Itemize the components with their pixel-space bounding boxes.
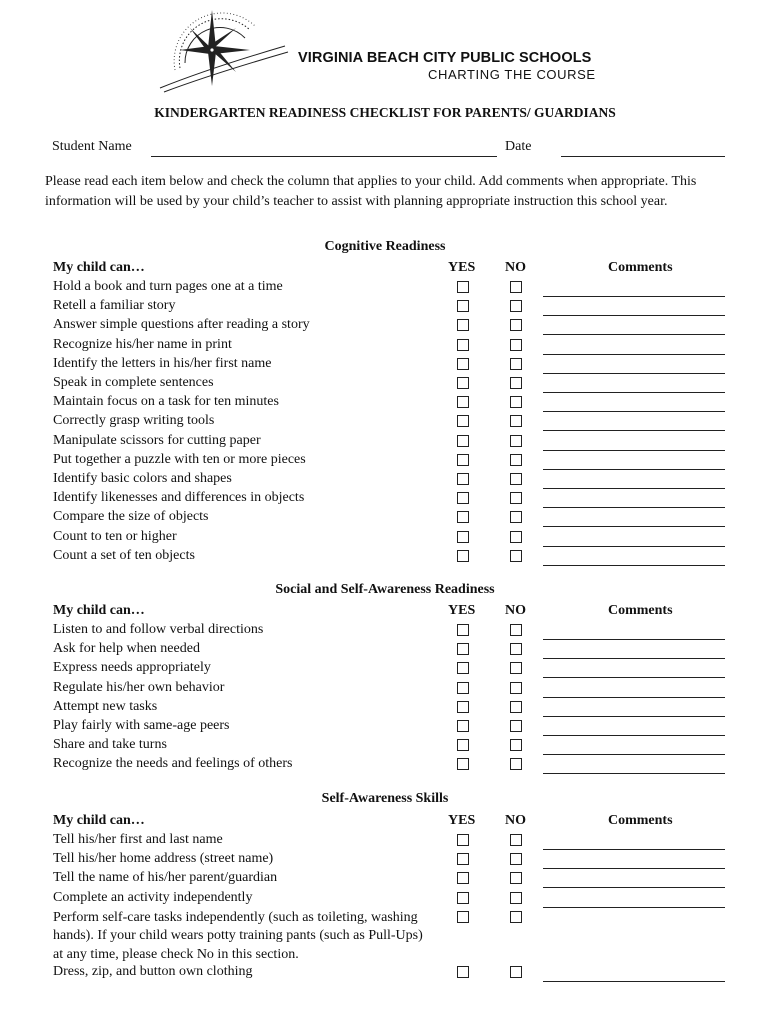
instructions-text: Please read each item below and check the column that applies to your child. Add comments when appropriate. This information will be used by your child’s teacher to assist with planning appropriate instruction this school year. bbox=[45, 174, 697, 209]
column-header-prompt: My child can… bbox=[53, 260, 145, 275]
yes-checkbox[interactable] bbox=[457, 435, 469, 447]
column-header-yes: YES bbox=[448, 260, 476, 275]
yes-checkbox[interactable] bbox=[457, 281, 469, 293]
checklist-item-label: Identify basic colors and shapes bbox=[53, 471, 232, 486]
yes-checkbox[interactable] bbox=[457, 473, 469, 485]
checklist-item-label: Tell his/her home address (street name) bbox=[53, 851, 274, 867]
no-checkbox[interactable] bbox=[510, 454, 522, 466]
yes-checkbox[interactable] bbox=[457, 966, 469, 978]
column-header-no: NO bbox=[505, 603, 526, 618]
no-checkbox[interactable] bbox=[510, 492, 522, 504]
checklist-item-label: Share and take turns bbox=[53, 737, 167, 753]
checklist-item-label: Identify the letters in his/her first name bbox=[53, 355, 272, 371]
comment-line[interactable] bbox=[543, 334, 725, 335]
yes-checkbox[interactable] bbox=[457, 911, 469, 923]
comment-line[interactable] bbox=[543, 392, 725, 393]
comment-line[interactable] bbox=[543, 296, 725, 297]
comment-line[interactable] bbox=[543, 868, 725, 869]
no-checkbox[interactable] bbox=[510, 281, 522, 293]
checklist-item-label: Retell a familiar story bbox=[53, 298, 176, 314]
comment-line[interactable] bbox=[543, 546, 725, 547]
section-title: Cognitive Readiness bbox=[324, 239, 446, 254]
checklist-item-label: Correctly grasp writing tools bbox=[53, 413, 215, 429]
comment-line[interactable] bbox=[543, 907, 725, 908]
yes-checkbox[interactable] bbox=[457, 624, 469, 636]
yes-checkbox[interactable] bbox=[457, 892, 469, 904]
yes-checkbox[interactable] bbox=[457, 396, 469, 408]
no-checkbox[interactable] bbox=[510, 892, 522, 904]
comment-line[interactable] bbox=[543, 315, 725, 316]
comment-line[interactable] bbox=[543, 373, 725, 374]
no-checkbox[interactable] bbox=[510, 739, 522, 751]
column-header-comments: Comments bbox=[608, 813, 673, 828]
no-checkbox[interactable] bbox=[510, 872, 522, 884]
compass-rose-logo-icon bbox=[150, 8, 290, 98]
no-checkbox[interactable] bbox=[510, 415, 522, 427]
comment-line[interactable] bbox=[543, 430, 725, 431]
checklist-item-label: Compare the size of objects bbox=[53, 509, 209, 525]
checklist-item-label: Attempt new tasks bbox=[53, 698, 158, 714]
no-checkbox[interactable] bbox=[510, 435, 522, 447]
no-checkbox[interactable] bbox=[510, 511, 522, 523]
yes-checkbox[interactable] bbox=[457, 454, 469, 466]
yes-checkbox[interactable] bbox=[457, 682, 469, 694]
no-checkbox[interactable] bbox=[510, 662, 522, 674]
comment-line[interactable] bbox=[543, 469, 725, 470]
no-checkbox[interactable] bbox=[510, 720, 522, 732]
comment-line[interactable] bbox=[543, 849, 725, 850]
student-name-field[interactable] bbox=[151, 156, 497, 157]
no-checkbox[interactable] bbox=[510, 473, 522, 485]
comment-line[interactable] bbox=[543, 565, 725, 566]
no-checkbox[interactable] bbox=[510, 682, 522, 694]
page-title: KINDERGARTEN READINESS CHECKLIST FOR PARENTS/ GUARDIANS bbox=[154, 105, 616, 120]
checklist-item-label: Dress, zip, and button own clothing bbox=[53, 963, 253, 979]
yes-checkbox[interactable] bbox=[457, 511, 469, 523]
no-checkbox[interactable] bbox=[510, 531, 522, 543]
yes-checkbox[interactable] bbox=[457, 531, 469, 543]
no-checkbox[interactable] bbox=[510, 550, 522, 562]
date-label: Date bbox=[505, 139, 532, 154]
column-header-yes: YES bbox=[448, 603, 476, 618]
yes-checkbox[interactable] bbox=[457, 720, 469, 732]
checklist-item-label: Listen to and follow verbal directions bbox=[53, 622, 264, 637]
section-title: Social and Self-Awareness Readiness bbox=[275, 582, 495, 597]
column-header-comments: Comments bbox=[608, 260, 673, 275]
yes-checkbox[interactable] bbox=[457, 492, 469, 504]
no-checkbox[interactable] bbox=[510, 396, 522, 408]
comment-line[interactable] bbox=[543, 526, 725, 527]
no-checkbox[interactable] bbox=[510, 966, 522, 978]
yes-checkbox[interactable] bbox=[457, 300, 469, 312]
comment-line[interactable] bbox=[543, 716, 725, 717]
comment-line[interactable] bbox=[543, 450, 725, 451]
no-checkbox[interactable] bbox=[510, 701, 522, 713]
yes-checkbox[interactable] bbox=[457, 319, 469, 331]
checklist-item-label: Answer simple questions after reading a story bbox=[53, 317, 310, 333]
checklist-item-label: Complete an activity independently bbox=[53, 889, 253, 905]
yes-checkbox[interactable] bbox=[457, 415, 469, 427]
no-checkbox[interactable] bbox=[510, 853, 522, 865]
yes-checkbox[interactable] bbox=[457, 339, 469, 351]
comment-line[interactable] bbox=[543, 677, 725, 678]
checklist-item-label: Regulate his/her own behavior bbox=[53, 679, 225, 695]
no-checkbox[interactable] bbox=[510, 758, 522, 770]
no-checkbox[interactable] bbox=[510, 377, 522, 389]
comment-line[interactable] bbox=[543, 773, 725, 774]
column-header-prompt: My child can… bbox=[53, 813, 145, 828]
column-header-no: NO bbox=[505, 813, 526, 828]
document-header bbox=[0, 0, 770, 100]
yes-checkbox[interactable] bbox=[457, 643, 469, 655]
yes-checkbox[interactable] bbox=[457, 758, 469, 770]
yes-checkbox[interactable] bbox=[457, 701, 469, 713]
no-checkbox[interactable] bbox=[510, 834, 522, 846]
org-name: VIRGINIA BEACH CITY PUBLIC SCHOOLS bbox=[298, 50, 592, 66]
no-checkbox[interactable] bbox=[510, 339, 522, 351]
checklist-item-label: Hold a book and turn pages one at a time bbox=[53, 279, 283, 294]
comment-line[interactable] bbox=[543, 488, 725, 489]
date-field[interactable] bbox=[561, 156, 725, 157]
comment-line[interactable] bbox=[543, 658, 725, 659]
comment-line[interactable] bbox=[543, 754, 725, 755]
comment-line[interactable] bbox=[543, 981, 725, 982]
checklist-item-label: Count a set of ten objects bbox=[53, 547, 195, 563]
yes-checkbox[interactable] bbox=[457, 834, 469, 846]
comment-line[interactable] bbox=[543, 411, 725, 412]
yes-checkbox[interactable] bbox=[457, 662, 469, 674]
comment-line[interactable] bbox=[543, 735, 725, 736]
checklist-item-label: Recognize the needs and feelings of others bbox=[53, 756, 293, 772]
column-header-prompt: My child can… bbox=[53, 603, 145, 618]
yes-checkbox[interactable] bbox=[457, 739, 469, 751]
checklist-item-label: Count to ten or higher bbox=[53, 528, 177, 544]
org-tagline: CHARTING THE COURSE bbox=[428, 67, 596, 82]
no-checkbox[interactable] bbox=[510, 358, 522, 370]
section-title: Self-Awareness Skills bbox=[321, 791, 449, 806]
checklist-item-label: Express needs appropriately bbox=[53, 660, 211, 676]
yes-checkbox[interactable] bbox=[457, 853, 469, 865]
checklist-item-label: Tell the name of his/her parent/guardian bbox=[53, 870, 278, 886]
yes-checkbox[interactable] bbox=[457, 358, 469, 370]
checklist-item-label: Perform self-care tasks independently (such as toileting, washing hands). If your child wears potty training pants (such as Pull-Ups) at any time, please check No in this section. bbox=[53, 909, 423, 962]
no-checkbox[interactable] bbox=[510, 911, 522, 923]
no-checkbox[interactable] bbox=[510, 300, 522, 312]
yes-checkbox[interactable] bbox=[457, 550, 469, 562]
no-checkbox[interactable] bbox=[510, 319, 522, 331]
student-name-label: Student Name bbox=[52, 139, 132, 154]
comment-line[interactable] bbox=[543, 639, 725, 640]
checklist-item-label: Speak in complete sentences bbox=[53, 375, 214, 390]
yes-checkbox[interactable] bbox=[457, 377, 469, 389]
checklist-item-label: Recognize his/her name in print bbox=[53, 336, 232, 352]
checklist-item-label: Tell his/her first and last name bbox=[53, 832, 223, 847]
checklist-row bbox=[53, 909, 753, 962]
checklist-item-label: Maintain focus on a task for ten minutes bbox=[53, 394, 279, 410]
column-header-no: NO bbox=[505, 260, 526, 275]
column-header-comments: Comments bbox=[608, 603, 673, 618]
checklist-item-label: Play fairly with same-age peers bbox=[53, 718, 230, 733]
checklist-item-label: Identify likenesses and differences in objects bbox=[53, 490, 305, 506]
checklist-item-label: Put together a puzzle with ten or more pieces bbox=[53, 451, 306, 467]
checklist-item-label: Manipulate scissors for cutting paper bbox=[53, 432, 261, 448]
comment-line[interactable] bbox=[543, 697, 725, 698]
yes-checkbox[interactable] bbox=[457, 872, 469, 884]
column-header-yes: YES bbox=[448, 813, 476, 828]
no-checkbox[interactable] bbox=[510, 624, 522, 636]
checklist-item-label: Ask for help when needed bbox=[53, 641, 200, 657]
comment-line[interactable] bbox=[543, 887, 725, 888]
comment-line[interactable] bbox=[543, 354, 725, 355]
comment-line[interactable] bbox=[543, 507, 725, 508]
no-checkbox[interactable] bbox=[510, 643, 522, 655]
